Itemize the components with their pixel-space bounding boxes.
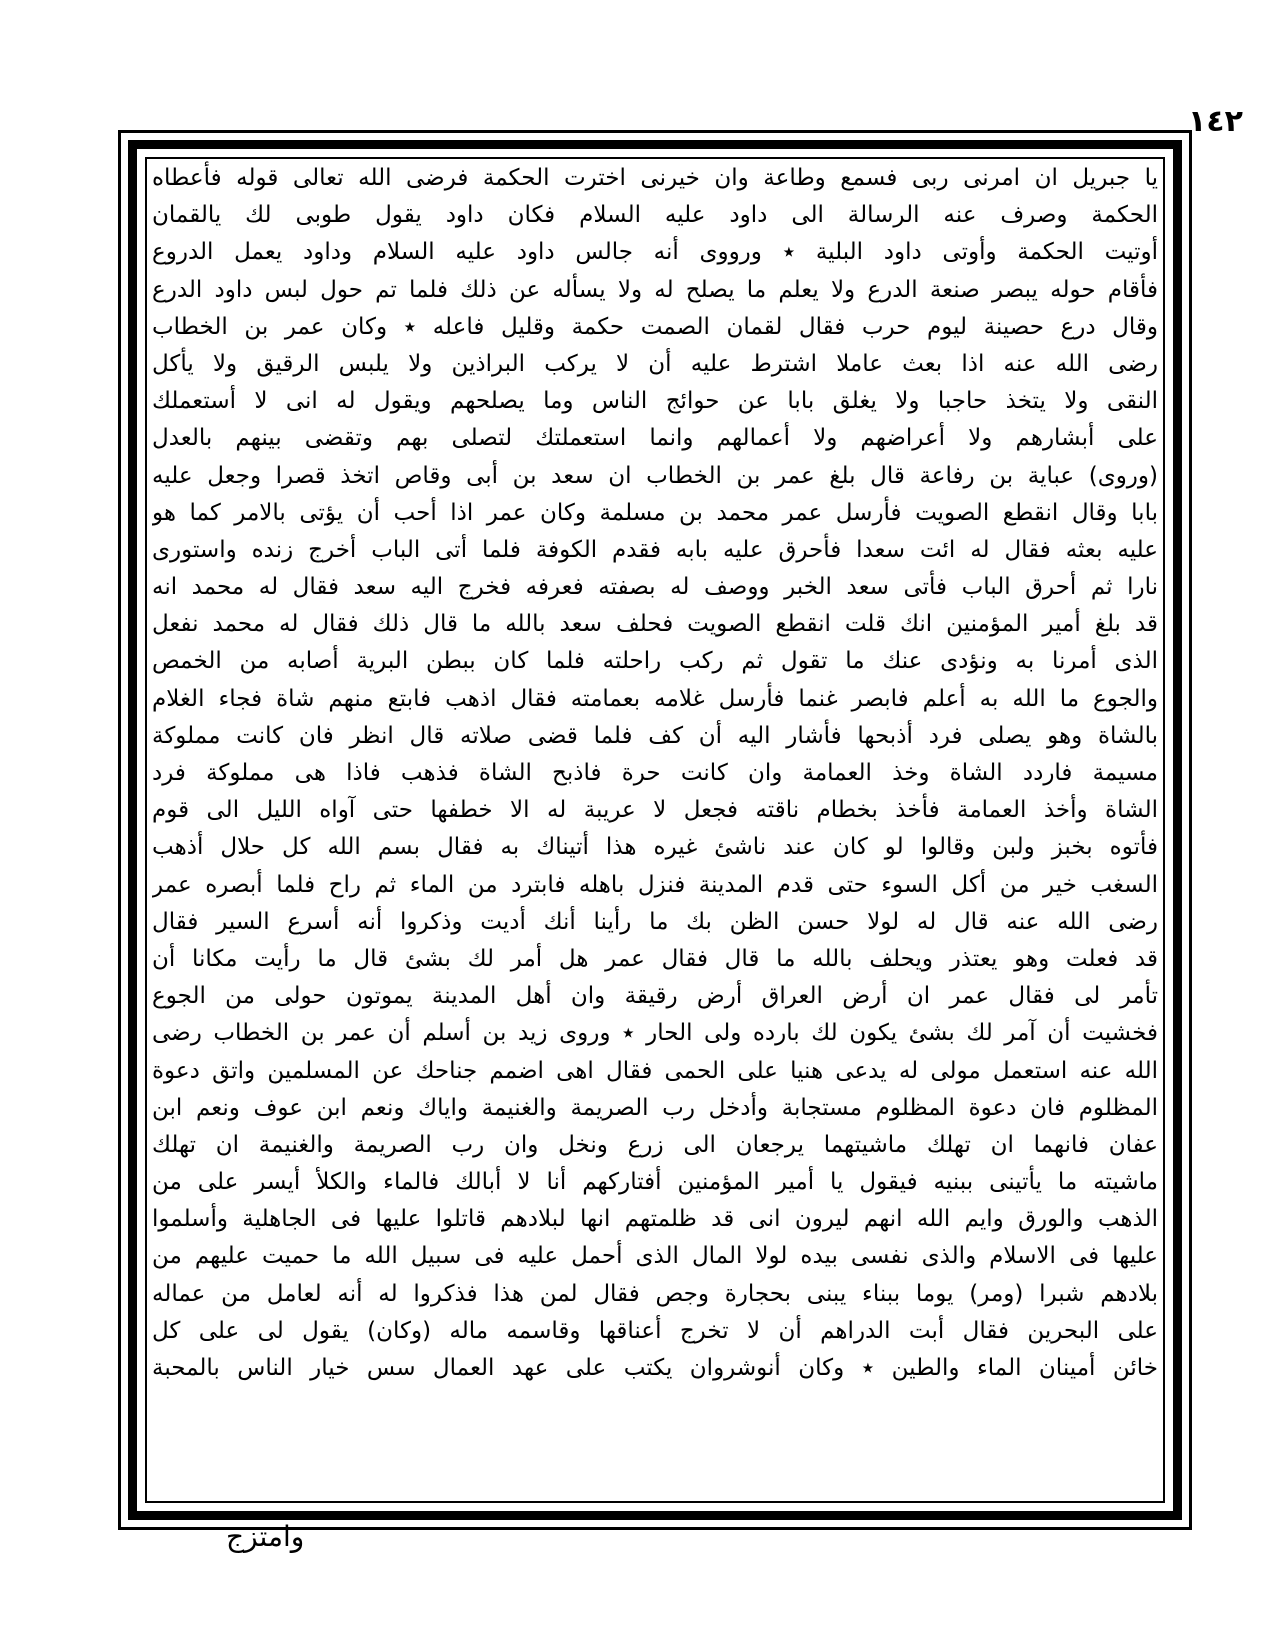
text-line: رضى الله عنه قال له لولا حسن الظن بك ما رأينا أنك أديت وذكروا أنه أسرع السير فقال (152, 908, 1158, 935)
catchword: وامتزج (226, 1520, 305, 1553)
text-line: أوتيت الحكمة وأوتى داود البلية ٭ ورووى أنه جالس داود عليه السلام وداود يعمل الدروع (152, 239, 1158, 266)
text-line: قد بلغ أمير المؤمنين انك قلت انقطع الصويت فحلف سعد بالله ما قال ذلك فقال له محمد نفعل (152, 611, 1158, 638)
text-line: خائن أمينان الماء والطين ٭ وكان أنوشروان يكتب على عهد العمال سس خيار الناس بالمحبة (152, 1355, 1158, 1381)
text-line: بابا وقال انقطع الصويت فأرسل عمر محمد بن مسلمة وكان عمر اذا أحب أن يؤتى بالامر كما هو (152, 499, 1158, 526)
text-line: ماشيته ما يأتينى ببنيه فيقول يا أمير المؤمنين أفتاركهم أنا لا أبالك فالماء والكلأ أيسر على من (152, 1169, 1158, 1196)
text-line: عفان فانهما ان تهلك ماشيتهما يرجعان الى زرع ونخل وان رب الصريمة والغنيمة ان تهلك (152, 1131, 1158, 1158)
text-line: فأقام حوله يبصر صنعة الدرع ولا يعلم ما يصلح له ولا يسأله عن ذلك فلما تم حول لبس داود الدرع (152, 276, 1158, 303)
text-line: بلادهم شبرا (ومر) يوما ببناء يبنى بحجارة وجص فقال لمن هذا فذكروا له أنه لعامل من عماله (152, 1280, 1158, 1307)
text-line: المظلوم فان دعوة المظلوم مستجابة وأدخل رب الصريمة والغنيمة واياك ونعم ابن عوف ونعم ابن (152, 1094, 1158, 1121)
text-line: بالشاة وهو يصلى فرد أذبحها فأشار اليه أن كف فلما قضى صلاته قال انظر فان كانت مملوكة (152, 722, 1158, 749)
text-line: قد فعلت وهو يعتذر ويحلف بالله ما قال فقال عمر هل أمر لك بشئ قال ما رأيت مكانا أن (152, 945, 1158, 972)
page-number: ١٤٢ (1188, 104, 1243, 139)
text-line: يا جبريل ان امرنى ربى فسمع وطاعة وان خيرنى اخترت الحكمة فرضى الله تعالى قوله فأعطاه (152, 165, 1158, 191)
text-line: والجوع ما الله به أعلم فابصر غنما فأرسل غلامه بعمامته فقال اذهب فابتع منهم شاة فجاء الغلام (152, 685, 1158, 712)
text-line: على أبشارهم ولا أعراضهم ولا أعمالهم وانما استعملتك لتصلى بهم وتقضى بينهم بالعدل (152, 425, 1158, 452)
body-text (152, 160, 1158, 1500)
text-line (152, 1387, 1158, 1424)
text-line: الحكمة وصرف عنه الرسالة الى داود عليه السلام فكان داود يقول طوبى لك يالقمان (152, 202, 1158, 229)
text-line: فخشيت أن آمر لك بشئ يكون لك بارده ولى الحار ٭ وروى زيد بن أسلم أن عمر بن الخطاب رضى (152, 1020, 1158, 1047)
text-line: عليها فى الاسلام والذى نفسى بيده لولا المال الذى أحمل عليه فى سبيل الله ما حميت عليهم من (152, 1243, 1158, 1270)
text-line: مسيمة فاردد الشاة وخذ العمامة وان كانت حرة فاذبح الشاة فذهب فاذا هى مملوكة فرد (152, 760, 1158, 786)
text-line: النقى ولا يتخذ حاجبا ولا يغلق بابا عن حوائج الناس وما يصلحهم ويقول له انى لا أستعملك (152, 388, 1158, 415)
text-line: السغب خير من أكل السوء حتى قدم المدينة فنزل باهله فابترد من الماء ثم راح فلما أبصره عمر (152, 871, 1158, 898)
text-line: الله عنه استعمل مولى له يدعى هنيا على الحمى فقال اهى اضمم جناحك عن المسلمين واتق دعوة (152, 1057, 1158, 1084)
text-line: الذى أمرنا به ونؤدى عنك ما تقول ثم ركب راحلته فلما كان ببطن البرية أصابه من الخمص (152, 648, 1158, 675)
text-line: الذهب والورق وايم الله انهم ليرون انى قد ظلمتهم انها لبلادهم قاتلوا عليها فى الجاهلية وأسلموا (152, 1206, 1158, 1233)
text-line: وقال درع حصينة ليوم حرب فقال لقمان الصمت حكمة وقليل فاعله ٭ وكان عمر بن الخطاب (152, 313, 1158, 340)
text-line: على البحرين فقال أبت الدراهم أن لا تخرج أعناقها وقاسمه ماله (وكان) يقول لى على كل (152, 1317, 1158, 1344)
text-line: تأمر لى فقال عمر ان أرض العراق أرض رقيقة وان أهل المدينة يموتون حولى من الجوع (152, 983, 1158, 1010)
text-line (152, 1424, 1158, 1461)
text-line: (وروى) عباية بن رفاعة قال بلغ عمر بن الخطاب ان سعد بن أبى وقاص اتخذ قصرا وجعل عليه (152, 462, 1158, 489)
text-line: الشاة وأخذ العمامة فأخذ بخطام ناقته فجعل لا عريبة له الا خطفها حتى آواه الليل الى قوم (152, 797, 1158, 824)
text-line: نارا ثم أحرق الباب فأتى سعد الخبر ووصف له بصفته فعرفه فخرج اليه سعد فقال له محمد انه (152, 574, 1158, 601)
text-line: رضى الله عنه اذا بعث عاملا اشترط عليه أن لا يركب البراذين ولا يلبس الرقيق ولا يأكل (152, 350, 1158, 377)
text-line: فأتوه بخبز ولبن وقالوا لو كان عند ناشئ غيره هذا أتيناك به فقال بسم الله كل حلال أذهب (152, 834, 1158, 861)
text-line: عليه بعثه فقال له ائت سعدا فأحرق عليه بابه فقدم الكوفة فلما أتى الباب أخرج زنده واستورى (152, 536, 1158, 563)
